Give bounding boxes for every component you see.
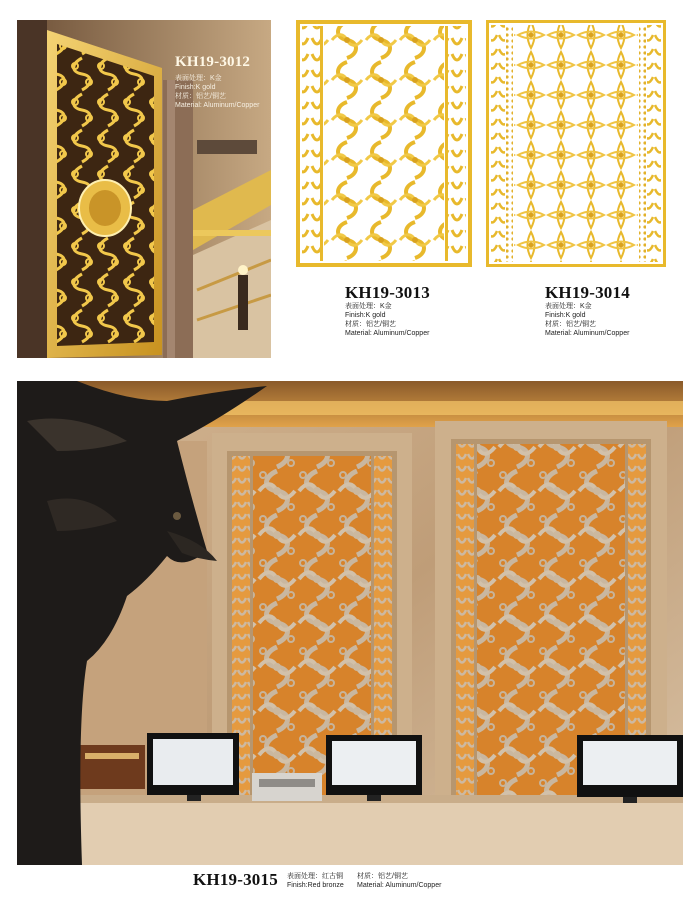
spec-line: 材质：铝艺/铜艺 <box>345 321 396 328</box>
monitor-1 <box>147 733 239 801</box>
panel-kh19-3013 <box>296 20 472 267</box>
product-spec-3013 <box>345 302 429 338</box>
product-spec-3014 <box>545 302 629 338</box>
product-code-3013: KH19-3013 <box>345 283 430 302</box>
spec-line: 表面处理：红古铜 <box>287 873 343 880</box>
spec-line: Material: Aluminum/Copper <box>175 102 260 109</box>
spec-line: Material: Aluminum/Copper <box>345 330 430 337</box>
spec-line: Finish:K gold <box>175 84 216 91</box>
spec-line: Material: Aluminum/Copper <box>357 882 442 889</box>
product-code-3015: KH19-3015 <box>193 870 278 889</box>
product-material-3015 <box>357 872 441 890</box>
gold-filigree-panel <box>486 20 666 267</box>
gold-lattice-panel <box>296 20 472 267</box>
spec-line: Material: Aluminum/Copper <box>545 330 630 337</box>
product-finish-3015 <box>287 872 344 890</box>
panel-kh19-3014 <box>486 20 666 267</box>
product-spec-3012 <box>175 74 259 110</box>
spec-line: 材质：铝艺/铜艺 <box>545 321 596 328</box>
spec-line: 表面处理：K金 <box>175 75 222 82</box>
spec-line: Finish:Red bronze <box>287 882 344 889</box>
spec-line: Finish:K gold <box>345 312 386 319</box>
spec-line: Finish:K gold <box>545 312 586 319</box>
spec-line: 材质：铝艺/铜艺 <box>357 873 408 880</box>
spec-line: 材质：铝艺/铜艺 <box>175 93 226 100</box>
photo-kh19-3012 <box>17 20 271 358</box>
spec-line: 表面处理：K金 <box>345 303 392 310</box>
product-code-3012: KH19-3012 <box>175 54 251 70</box>
spec-line: 表面处理：K金 <box>545 303 592 310</box>
photo-kh19-3015 <box>17 381 683 865</box>
reception-hall-scene <box>17 381 683 865</box>
product-code-3014: KH19-3014 <box>545 283 630 302</box>
